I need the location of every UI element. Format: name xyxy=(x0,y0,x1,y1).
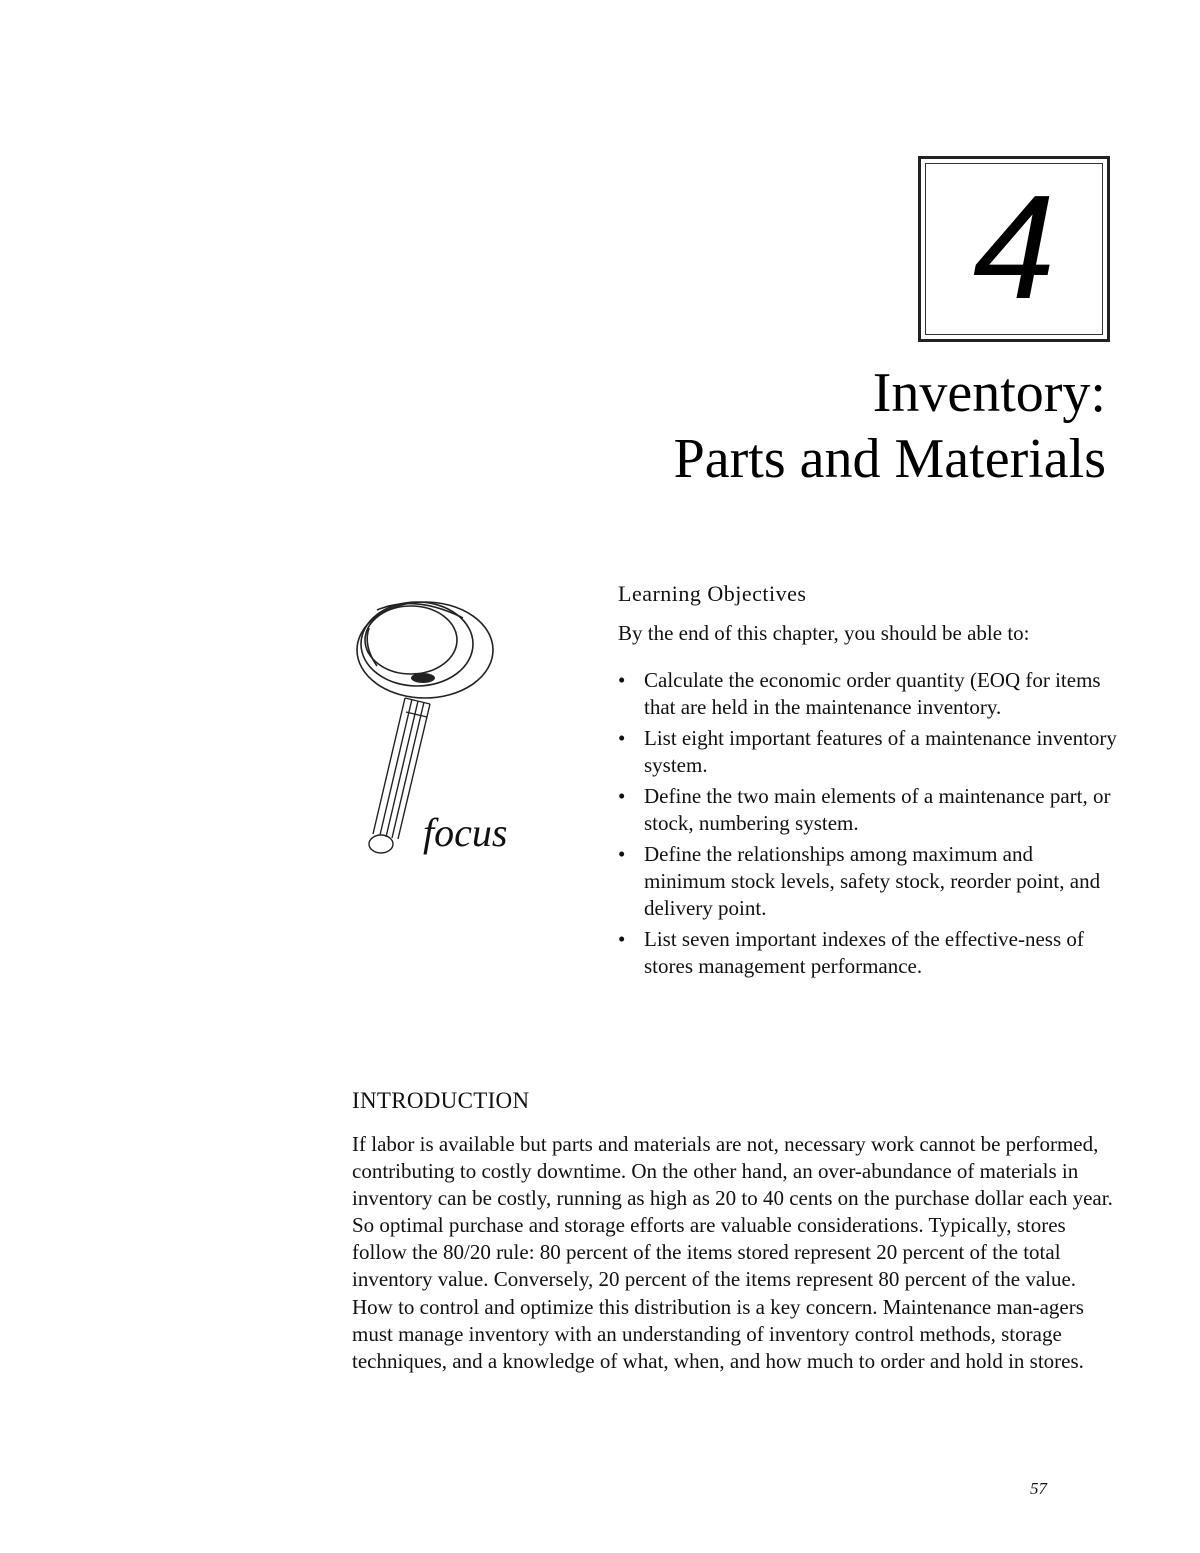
objective-item xyxy=(618,841,1118,922)
introduction-body: If labor is available but parts and materials are not, necessary work cannot be performed, contributing to costly downtime. On the other hand, an over-abundance of materials in inventory can be costly, running as high as 20 to 40 cents on the purchase dollar each year. So optimal purchase and storage efforts are valuable considerations. Typically, stores follow the 80/20 rule: 80 percent of the items stored represent 20 percent of the total inventory value. Conversely, 20 percent of the items represent 80 percent of the value. How to control and optimize this distribution is a key concern. Maintenance man-agers must manage inventory with an understanding of inventory control methods, storage techniques, and a knowledge of what, when, and how much to order and hold in stores. xyxy=(352,1132,1113,1373)
objective-text: Calculate the economic order quantity (EOQ for items that are held in the maintenance inventory. xyxy=(644,668,1101,719)
objective-item xyxy=(618,725,1118,779)
objective-text: List eight important features of a maintenance inventory system. xyxy=(644,726,1117,777)
magnifying-glass-icon xyxy=(355,598,515,868)
objectives-heading: Learning Objectives xyxy=(618,581,807,606)
chapter-title xyxy=(674,360,1106,492)
objective-item xyxy=(618,783,1118,837)
objective-text: List seven important indexes of the effective-ness of stores management performance. xyxy=(644,927,1084,978)
bullet-icon: • xyxy=(618,726,626,750)
chapter-title-line-2: Parts and Materials xyxy=(673,428,1106,490)
focus-label: focus xyxy=(423,810,508,855)
objectives-list xyxy=(618,667,1118,980)
bullet-icon: • xyxy=(618,927,626,951)
bullet-icon: • xyxy=(618,668,626,692)
objective-text: Define the two main elements of a maintenance part, or stock, numbering system. xyxy=(644,784,1111,835)
objectives-intro: By the end of this chapter, you should be able to: xyxy=(618,621,1030,645)
objective-item xyxy=(618,667,1118,721)
chapter-title-line-1: Inventory: xyxy=(872,362,1106,424)
learning-objectives xyxy=(618,580,1118,984)
bullet-icon: • xyxy=(618,784,626,808)
introduction-heading: INTRODUCTION xyxy=(352,1088,530,1113)
objective-text: Define the relationships among maximum and minimum stock levels, safety stock, reorder point, and delivery point. xyxy=(644,842,1101,920)
chapter-number-box xyxy=(918,156,1110,342)
chapter-number: 4 xyxy=(972,165,1056,330)
bullet-icon: • xyxy=(618,842,626,866)
objective-item xyxy=(618,926,1118,980)
page-number: 57 xyxy=(1030,1479,1047,1498)
